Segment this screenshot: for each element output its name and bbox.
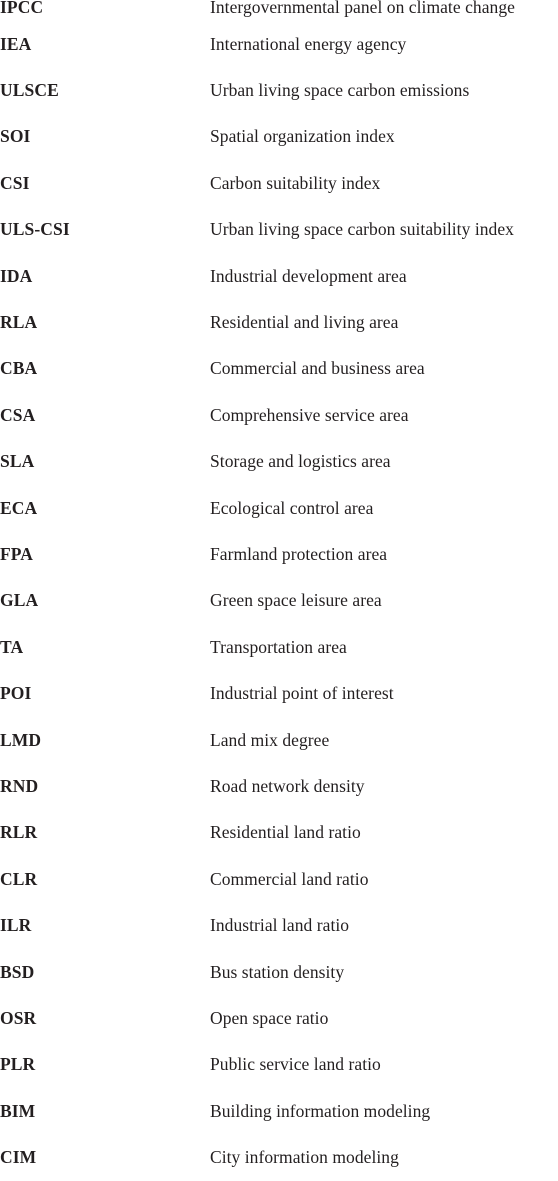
abbreviation-row [0,67,558,113]
abbreviation-definition: Carbon suitability index [210,172,381,193]
abbreviation-row [0,531,558,577]
abbreviation-definition: Public service land ratio [210,1054,381,1075]
abbreviation-definition: Industrial development area [210,265,407,286]
abbreviation-row [0,810,558,856]
abbreviation-term: IEA [0,33,32,54]
abbreviation-term: LMD [0,729,42,750]
abbreviation-definition: Land mix degree [210,729,330,750]
abbreviation-row [0,0,558,19]
abbreviation-term: SOI [0,126,31,147]
abbreviation-term: ULS-CSI [0,219,70,240]
abbreviation-definition: Comprehensive service area [210,404,409,425]
abbreviation-definition: Urban living space carbon suitability index [210,219,514,240]
abbreviation-term: CSA [0,404,36,425]
abbreviation-row [0,902,558,948]
abbreviation-definition: International energy agency [210,33,407,54]
abbreviation-definition: Road network density [210,775,365,796]
abbreviation-definition: Transportation area [210,636,347,657]
abbreviation-row [0,299,558,345]
abbreviation-term: RLR [0,822,38,843]
abbreviation-definition: Building information modeling [210,1100,431,1121]
abbreviation-definition: City information modeling [210,1147,399,1168]
abbreviation-term: CLR [0,868,38,889]
abbreviation-term: TA [0,636,24,657]
abbreviation-row [0,1088,558,1134]
abbreviation-definition: Residential land ratio [210,822,361,843]
abbreviation-row [0,160,558,206]
abbreviation-row [0,392,558,438]
abbreviation-row [0,1042,558,1088]
abbreviation-term: IDA [0,265,33,286]
abbreviation-definition: Intergovernmental panel on climate change [210,0,515,17]
abbreviation-definition: Spatial organization index [210,126,395,147]
abbreviation-term: FPA [0,543,34,564]
abbreviation-row [0,253,558,299]
abbreviation-term: POI [0,683,32,704]
abbreviation-term: RND [0,775,39,796]
abbreviation-definition: Commercial land ratio [210,868,369,889]
abbreviation-definition: Residential and living area [210,312,399,333]
abbreviation-term: CBA [0,358,38,379]
abbreviation-term: BIM [0,1100,36,1121]
abbreviation-definition: Farmland protection area [210,543,388,564]
abbreviation-term: OSR [0,1007,37,1028]
abbreviation-row [0,717,558,763]
abbreviation-definition: Bus station density [210,961,345,982]
abbreviation-definition: Green space leisure area [210,590,382,611]
abbreviation-definition: Commercial and business area [210,358,425,379]
abbreviation-row [0,346,558,392]
abbreviation-term: ILR [0,915,32,936]
abbreviation-row [0,439,558,485]
abbreviation-row [0,207,558,253]
abbreviation-term: GLA [0,590,39,611]
abbreviation-term: IPCC [0,0,44,17]
abbreviation-term: CSI [0,172,30,193]
abbreviation-row [0,949,558,995]
abbreviation-row [0,485,558,531]
abbreviation-row [0,1134,558,1180]
abbreviation-term: CIM [0,1147,37,1168]
abbreviation-definition: Industrial land ratio [210,915,350,936]
abbreviation-definition: Urban living space carbon emissions [210,80,470,101]
abbreviation-row [0,578,558,624]
abbreviation-term: SLA [0,451,35,472]
abbreviation-row [0,763,558,809]
abbreviation-row [0,670,558,716]
abbreviation-row [0,21,558,67]
abbreviation-definition: Storage and logistics area [210,451,391,472]
abbreviation-definition: Open space ratio [210,1007,329,1028]
abbreviation-definition: Industrial point of interest [210,683,394,704]
abbreviation-term: ECA [0,497,38,518]
abbreviation-row [0,624,558,670]
abbreviation-row [0,114,558,160]
abbreviation-row [0,995,558,1041]
abbreviation-definition: Ecological control area [210,497,374,518]
abbreviation-term: ULSCE [0,80,59,101]
abbreviation-term: PLR [0,1054,36,1075]
abbreviation-term: BSD [0,961,35,982]
abbreviation-row [0,856,558,902]
abbreviation-term: RLA [0,312,38,333]
